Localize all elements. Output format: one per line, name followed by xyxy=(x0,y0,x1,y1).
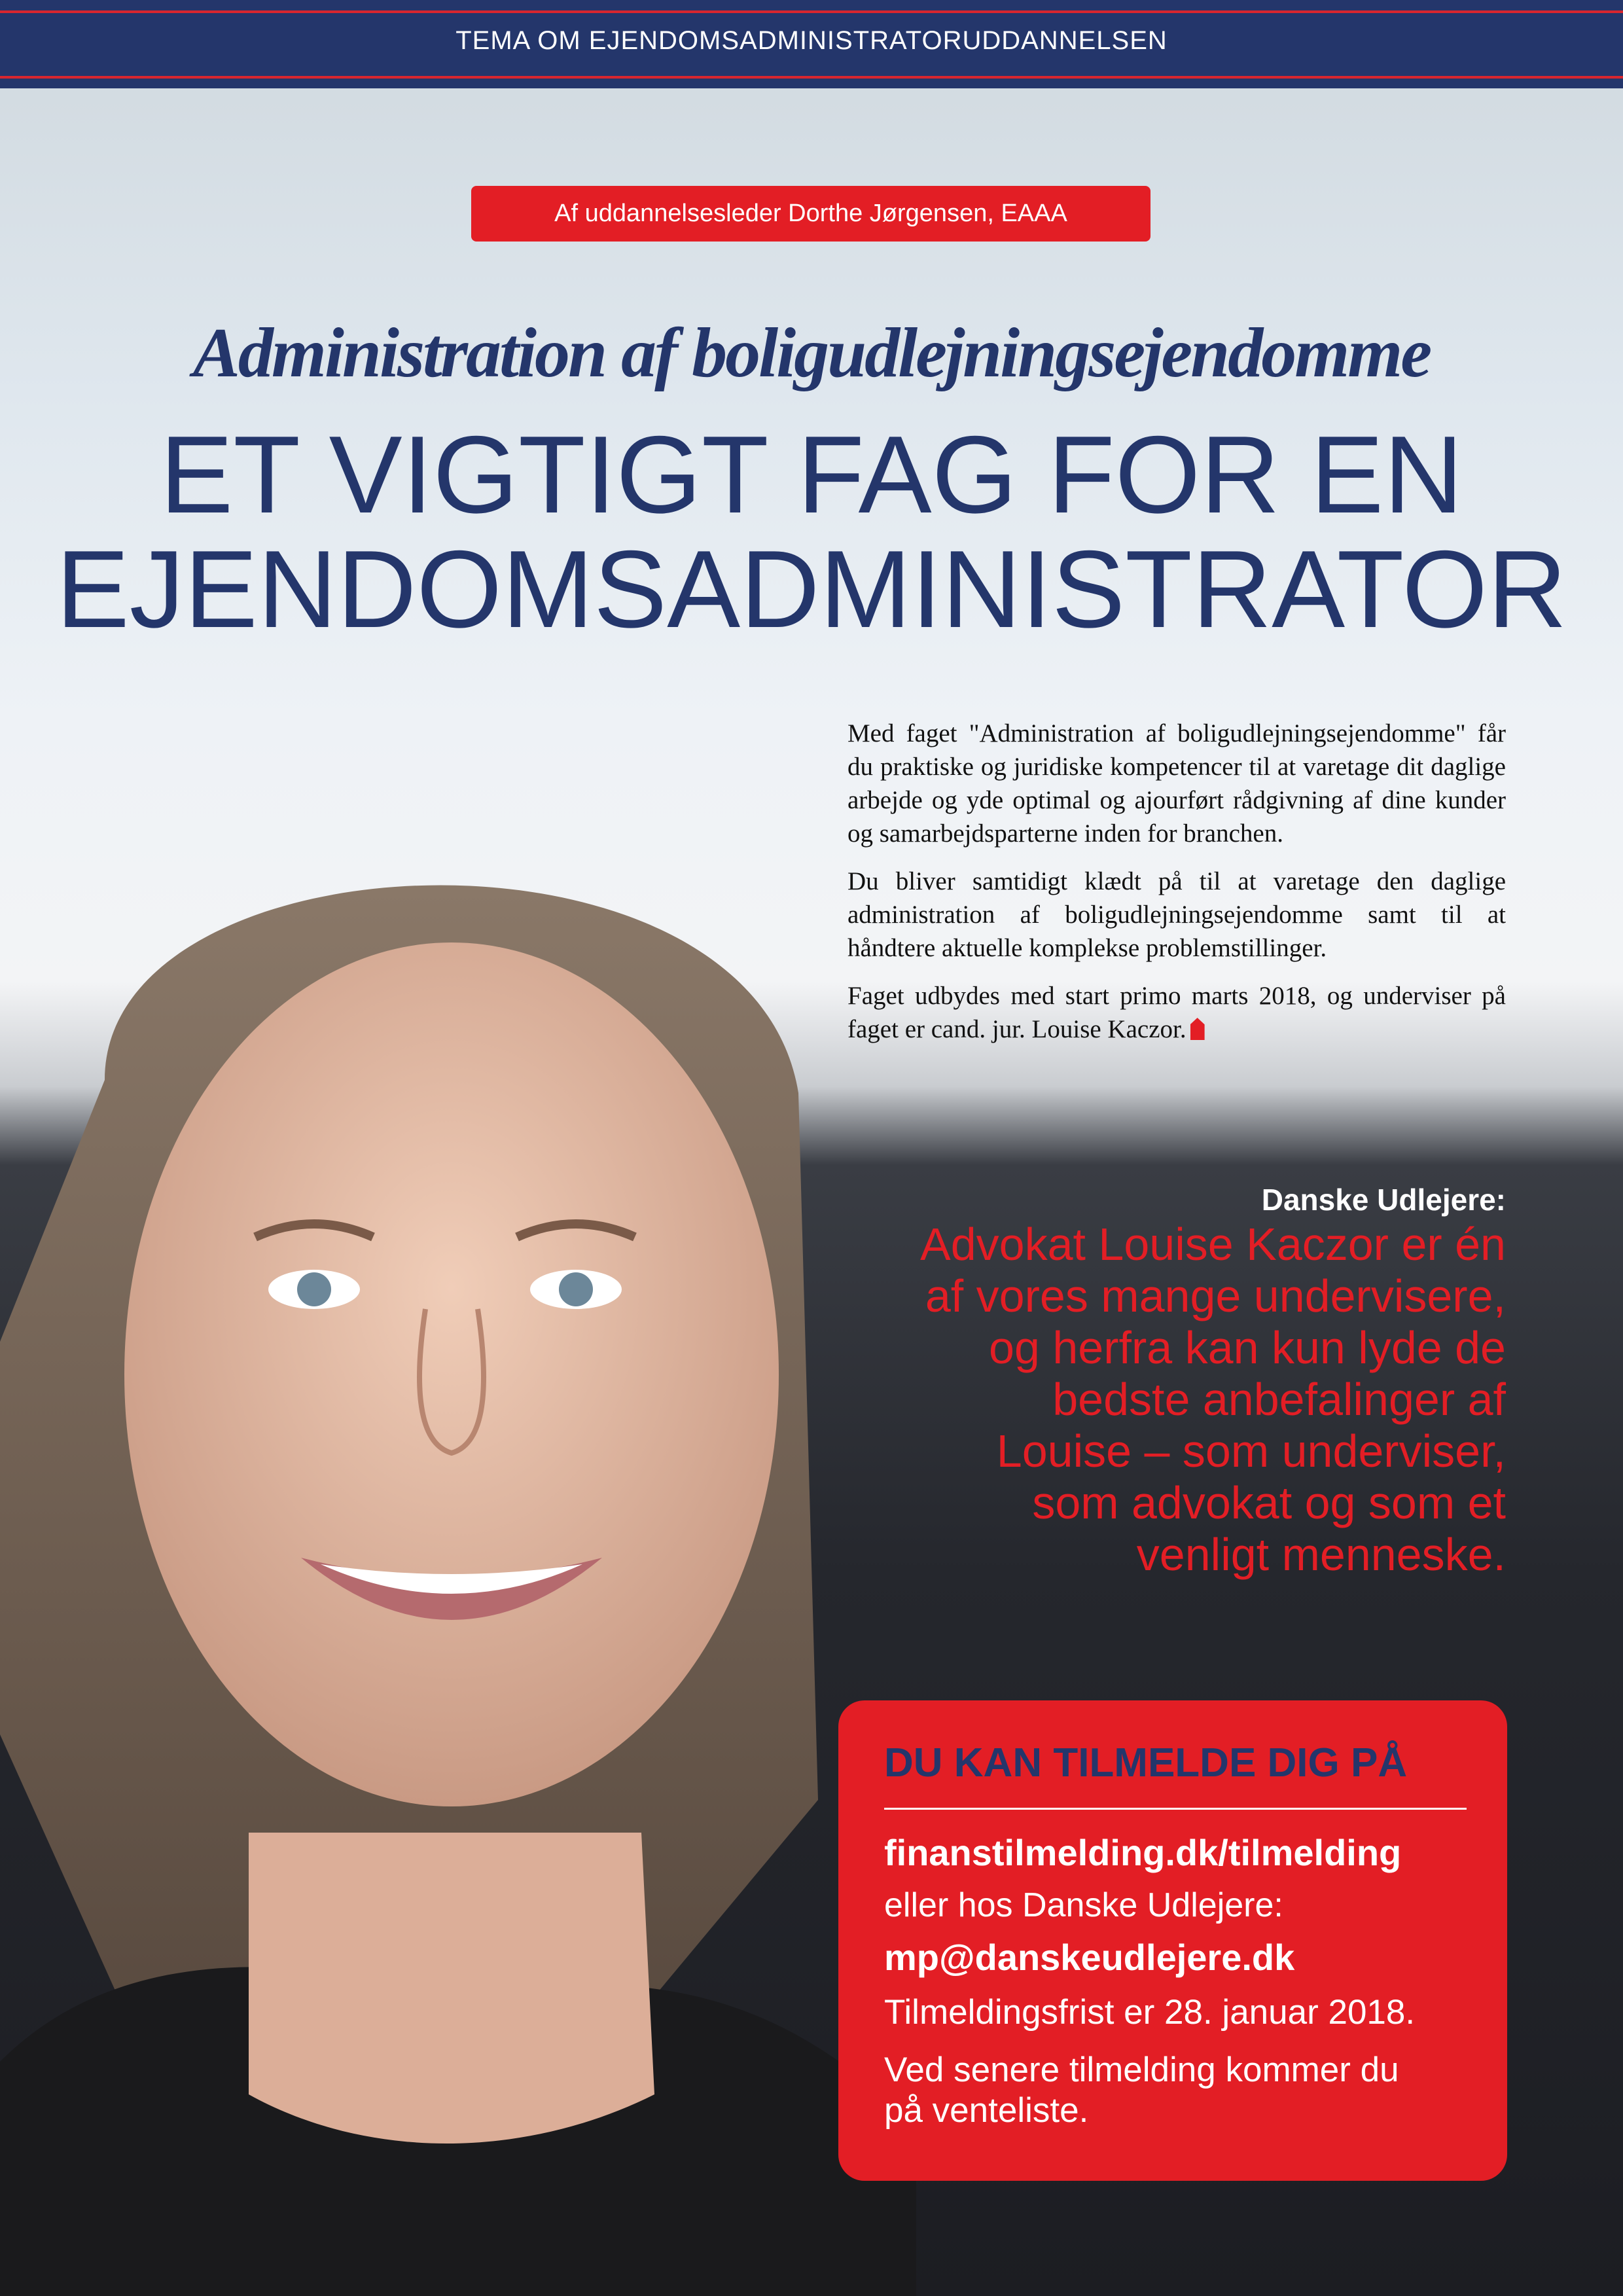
signup-title: DU KAN TILMELDE DIG PÅ xyxy=(884,1740,1408,1785)
signup-box xyxy=(838,1700,1507,2181)
pull-quote xyxy=(819,1219,1506,1581)
section-header xyxy=(0,0,1623,88)
signup-email-link[interactable]: mp@danskeudlejere.dk xyxy=(884,1937,1295,1978)
signup-alt-text: eller hos Danske Udlejere: xyxy=(884,1886,1283,1924)
signup-url-link[interactable]: finanstilmelding.dk/tilmelding xyxy=(884,1832,1402,1873)
quote-line: Louise – som underviser, xyxy=(996,1426,1506,1477)
body-paragraph xyxy=(847,979,1506,1046)
quote-line: Advokat Louise Kaczor er én xyxy=(920,1219,1506,1270)
headline-line-1: ET VIGTIGT FAG FOR EN xyxy=(160,413,1463,536)
body-paragraph: Med faget "Administration af boligudlejningsejendomme" får du praktiske og juridiske kompetencer til at varetage dit daglige arbejde og yde optimal og ajourført rådgivning af dine kunder og samarbejdsparterne inden for branchen. xyxy=(847,719,1506,848)
quote-line: af vores mange undervisere, xyxy=(925,1270,1506,1321)
signup-late-note: på venteliste. xyxy=(884,2091,1089,2130)
divider xyxy=(0,76,1623,79)
divider xyxy=(884,1808,1467,1810)
quote-line: venligt menneske. xyxy=(1136,1529,1506,1580)
body-paragraph xyxy=(847,865,1506,965)
quote-line: og herfra kan kun lyde de xyxy=(989,1322,1506,1373)
signup-deadline: Tilmeldingsfrist er 28. januar 2018. xyxy=(884,1993,1416,2032)
body-paragraph-text: Faget udbydes med start primo marts 2018, og underviser på faget er cand. jur. Louise Kaczor. xyxy=(847,982,1506,1043)
author-badge: Af uddannelsesleder Dorthe Jørgensen, EAAA xyxy=(471,186,1150,242)
quote-attribution: Danske Udlejere: xyxy=(1261,1183,1506,1217)
end-mark-icon xyxy=(1190,1018,1205,1040)
quote-line: som advokat og som et xyxy=(1032,1477,1506,1528)
section-title: TEMA OM EJENDOMSADMINISTRATORUDDANNELSEN xyxy=(455,26,1168,55)
article-kicker: Administration af boligudlejningsejendomme xyxy=(192,314,1431,392)
signup-late-note: Ved senere tilmelding kommer du xyxy=(884,2051,1399,2089)
headline-line-2: EJENDOMSADMINISTRATOR xyxy=(56,528,1567,651)
article-body xyxy=(847,717,1506,1060)
divider xyxy=(0,10,1623,13)
quote-line: bedste anbefalinger af xyxy=(1052,1374,1506,1425)
portrait-photo xyxy=(0,753,916,2296)
body-paragraph-text: Du bliver samtidigt klædt på til at varetage den daglige administration af boligudlejningsejendomme samt til at håndtere aktuelle komplekse problemstillinger. xyxy=(847,867,1506,962)
